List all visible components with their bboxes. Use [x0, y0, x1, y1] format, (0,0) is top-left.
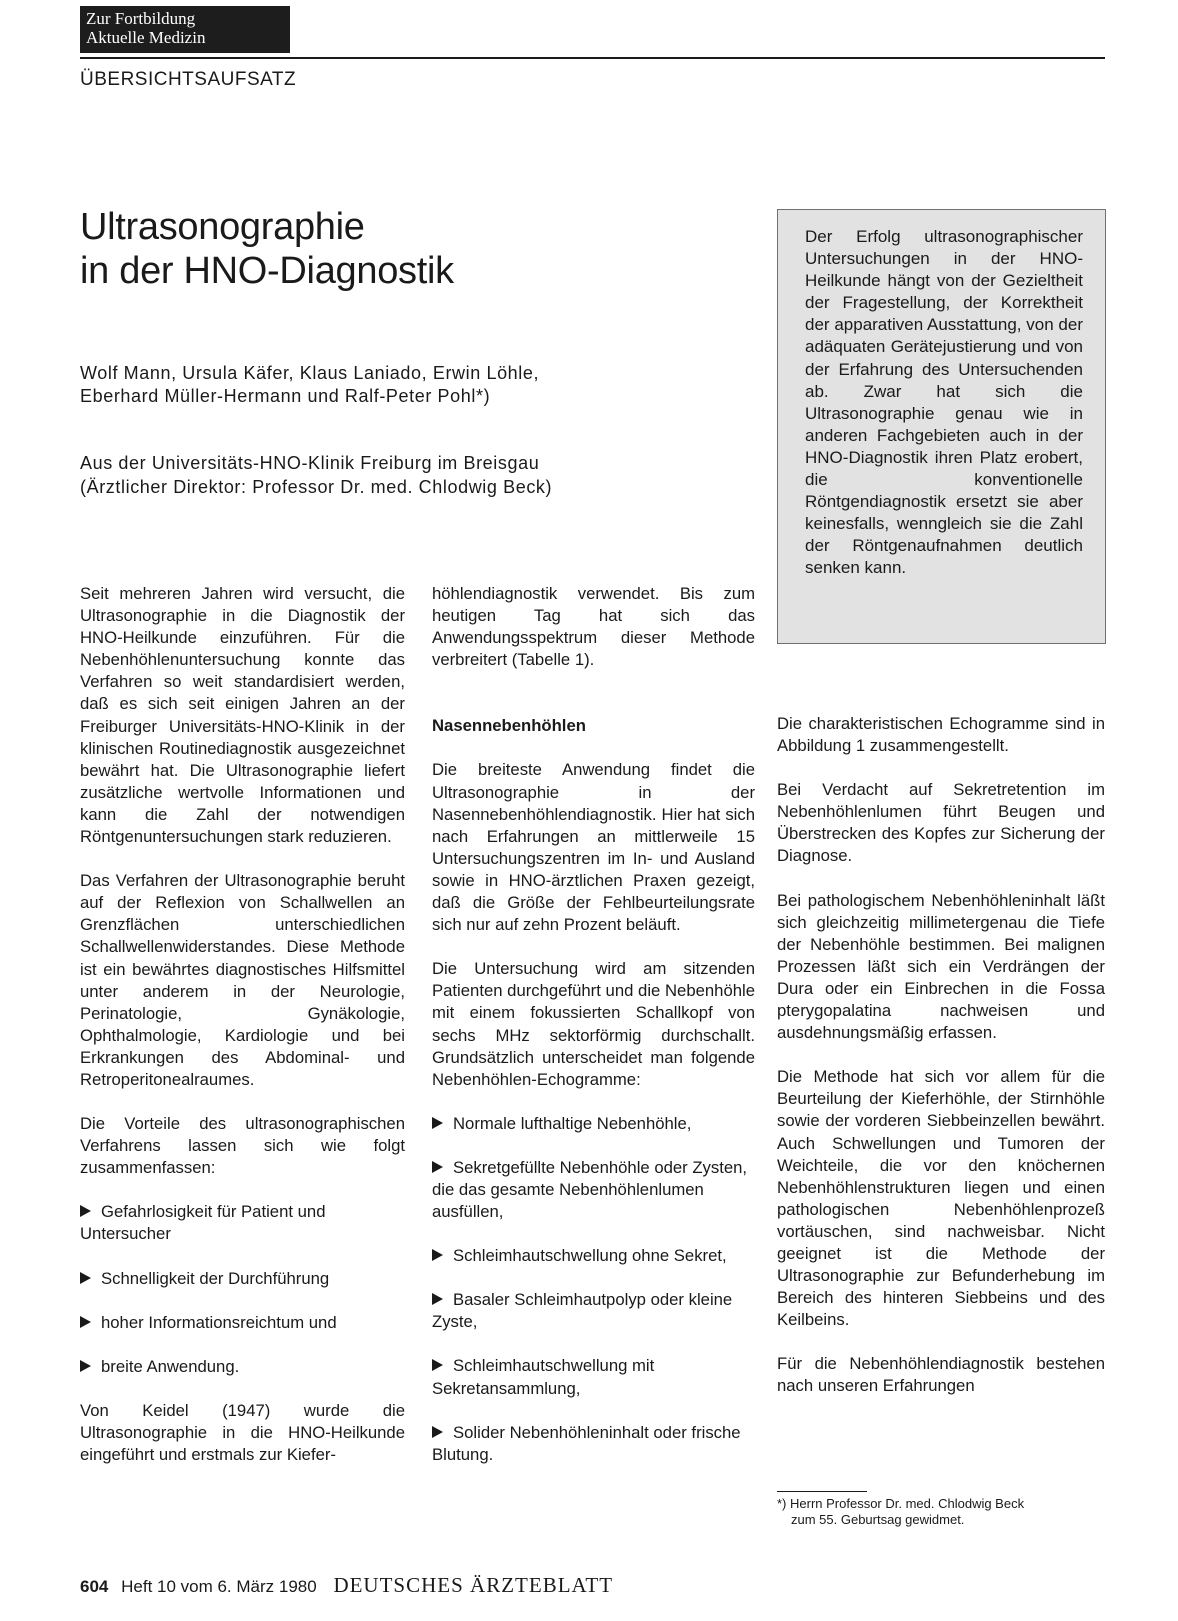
- footnote-line-2: zum 55. Geburtsag gewidmet.: [791, 1512, 965, 1527]
- category-box: [80, 6, 290, 53]
- affiliation-line-2: (Ärztlicher Direktor: Professor Dr. med. Chlodwig Beck): [80, 477, 553, 497]
- paragraph: Die charakteristischen Echogramme sind in Abbildung 1 zusammengestellt.: [777, 714, 1105, 756]
- category-line-1: Zur Fortbildung: [86, 9, 196, 28]
- issue-info: Heft 10 vom 6. März 1980: [121, 1577, 317, 1596]
- header-rule: [80, 57, 1105, 59]
- paragraph: Das Verfahren der Ultrasonographie beruht auf der Reflexion von Schallwellen an Grenzflächen unterschiedlichen Schallwellenwiderstandes. Diese Methode ist ein bewährtes diagnostisches Hilfsmittel unter anderem in der Neurologie, Perinatologie, Gynäkologie, Ophthalmologie, Kardiologie und bei Erkrankungen des Abdominal- und Retroperitonealraumes.: [80, 871, 405, 1089]
- bullet-item: [80, 1201, 405, 1245]
- title-line-1: Ultrasonographie: [80, 206, 365, 248]
- affiliation: [80, 451, 552, 499]
- section-heading: Nasennebenhöhlen: [432, 716, 586, 736]
- title-line-2: in der HNO-Diagnostik: [80, 250, 454, 292]
- bullet-text: Basaler Schleimhautpolyp oder kleine Zyste,: [432, 1290, 733, 1332]
- triangle-bullet-icon: [80, 1316, 91, 1328]
- triangle-bullet-icon: [432, 1293, 443, 1305]
- bullet-text: hoher Informationsreichtum und: [101, 1312, 337, 1332]
- section-label: ÜBERSICHTSAUFSATZ: [80, 69, 297, 90]
- bullet-item: [432, 1289, 755, 1333]
- journal-name: DEUTSCHES ÄRZTEBLATT: [333, 1573, 614, 1597]
- affiliation-line-1: Aus der Universitäts-HNO-Klinik Freiburg im Breisgau: [80, 453, 540, 473]
- paragraph: Bei pathologischem Nebenhöhleninhalt läßt sich gleichzeitig millimetergenau die Tiefe der Nebenhöhle bestimmen. Bei malignen Prozessen läßt sich ein Verdrängen der Dura oder ein Einbrechen in die Fossa pterygopalatina nachweisen und ausdehnungsmäßig erfassen.: [777, 890, 1105, 1043]
- abstract-box: Der Erfolg ultrasonographischer Untersuchungen in der HNO-Heilkunde hängt von der Gezieltheit der Fragestellung, der Korrektheit der apparativen Ausstattung, von der adäquaten Gerätejustierung und von der Erfahrung des Untersuchenden ab. Zwar hat sich die Ultrasonographie genau wie in anderen Fachgebieten auch in der HNO-Diagnostik ihren Platz erobert, die konventionelle Röntgendiagnostik ersetzt sie aber keinesfalls, wenngleich sie die Zahl der Röntgenaufnahmen deutlich senken kann.: [777, 209, 1106, 644]
- authors-line-2: Eberhard Müller-Hermann und Ralf-Peter Pohl*): [80, 386, 491, 406]
- page-number: 604: [80, 1577, 109, 1596]
- paragraph: Die Vorteile des ultrasonographischen Verfahrens lassen sich wie folgt zusammenfassen:: [80, 1114, 405, 1178]
- paragraph: Die Untersuchung wird am sitzenden Patienten durchgeführt und die Nebenhöhle mit einem fokussierten Schallkopf von sechs MHz sektorförmig durchschallt. Grundsätzlich unterscheidet man folgende Nebenhöhlen-Echogramme:: [432, 959, 755, 1089]
- authors-line-1: Wolf Mann, Ursula Käfer, Klaus Laniado, Erwin Löhle,: [80, 363, 540, 383]
- footnote-rule: [777, 1491, 867, 1492]
- paragraph: Von Keidel (1947) wurde die Ultrasonographie in die HNO-Heilkunde eingeführt und erstmals zur Kiefer-: [80, 1400, 405, 1464]
- paragraph: Die breiteste Anwendung findet die Ultrasonographie in der Nasennebenhöhlendiagnostik. Hier hat sich nach Erfahrungen an mittlerweile 15 Untersuchungszentren im In- und Ausland sowie in HNO-ärztlichen Praxen gezeigt, daß die Größe der Fehlbeurteilungsrate sich nur auf zehn Prozent beläuft.: [432, 760, 755, 935]
- bullet-item: [432, 1245, 755, 1267]
- bullet-text: Solider Nebenhöhleninhalt oder frische Blutung.: [432, 1422, 741, 1464]
- bullet-item: [432, 1157, 755, 1223]
- triangle-bullet-icon: [432, 1161, 443, 1173]
- paragraph: Für die Nebenhöhlendiagnostik bestehen nach unseren Erfahrungen: [777, 1354, 1105, 1396]
- paragraph: Bei Verdacht auf Sekretretention im Nebenhöhlenlumen führt Beugen und Überstrecken des Kopfes zur Sicherung der Diagnose.: [777, 780, 1105, 866]
- triangle-bullet-icon: [80, 1205, 91, 1217]
- bullet-text: Gefahrlosigkeit für Patient und Untersucher: [80, 1202, 326, 1244]
- authors: [80, 362, 539, 408]
- bullet-text: Schnelligkeit der Durchführung: [101, 1268, 330, 1288]
- bullet-text: Schleimhautschwellung ohne Sekret,: [453, 1246, 727, 1266]
- triangle-bullet-icon: [432, 1426, 443, 1438]
- bullet-text: Normale lufthaltige Nebenhöhle,: [453, 1113, 692, 1133]
- triangle-bullet-icon: [80, 1360, 91, 1372]
- footnote-line-1: *) Herrn Professor Dr. med. Chlodwig Beck: [777, 1496, 1025, 1511]
- page-footer: [80, 1573, 613, 1598]
- bullet-text: Schleimhautschwellung mit Sekretansammlung,: [432, 1356, 655, 1398]
- paragraph: Seit mehreren Jahren wird versucht, die Ultrasonographie in die Diagnostik der HNO-Heilkunde einzuführen. Für die Nebenhöhlenuntersuchung konnte das Verfahren so weit standardisiert werden, daß es sich seit einigen Jahren an der Freiburger Universitäts-HNO-Klinik in der klinischen Routinediagnostik ausgezeichnet bewährt hat. Die Ultrasonographie liefert zusätzliche wertvolle Informationen und kann die Zahl der notwendigen Röntgenuntersuchungen stark reduzieren.: [80, 584, 405, 847]
- bullet-item: [432, 1422, 755, 1466]
- column-1: [80, 583, 405, 1466]
- bullet-item: [432, 1113, 755, 1135]
- category-line-2: Aktuelle Medizin: [86, 28, 206, 47]
- bullet-item: [80, 1312, 405, 1334]
- bullet-text: breite Anwendung.: [101, 1356, 240, 1376]
- bullet-text: Sekretgefüllte Nebenhöhle oder Zysten, die das gesamte Nebenhöhlenlumen ausfüllen,: [432, 1157, 748, 1222]
- triangle-bullet-icon: [432, 1117, 443, 1129]
- article-title: [80, 205, 454, 293]
- triangle-bullet-icon: [80, 1272, 91, 1284]
- column-2: [432, 583, 755, 1466]
- paragraph: Die Methode hat sich vor allem für die Beurteilung der Kieferhöhle, der Stirnhöhle sowie der vorderen Siebbeinzellen bewährt. Auch Schwellungen und Tumoren der Weichteile, die vor den knöchernen Nebenhöhlenstrukturen liegen und einen pathologischen Nebenhöhlenprozeß vortäuschen, sind nachweisbar. Nicht geeignet ist die Methode der Ultrasonographie zur Befunderhebung im Bereich des hinteren Siebbeins und des Keilbeins.: [777, 1067, 1105, 1330]
- bullet-item: [80, 1356, 405, 1378]
- bullet-item: [80, 1268, 405, 1290]
- column-3: [777, 713, 1105, 1398]
- triangle-bullet-icon: [432, 1249, 443, 1261]
- footnote: [777, 1496, 1107, 1528]
- bullet-item: [432, 1355, 755, 1399]
- paragraph: höhlendiagnostik verwendet. Bis zum heutigen Tag hat sich das Anwendungsspektrum dieser Methode verbreitert (Tabelle 1).: [432, 584, 755, 670]
- triangle-bullet-icon: [432, 1359, 443, 1371]
